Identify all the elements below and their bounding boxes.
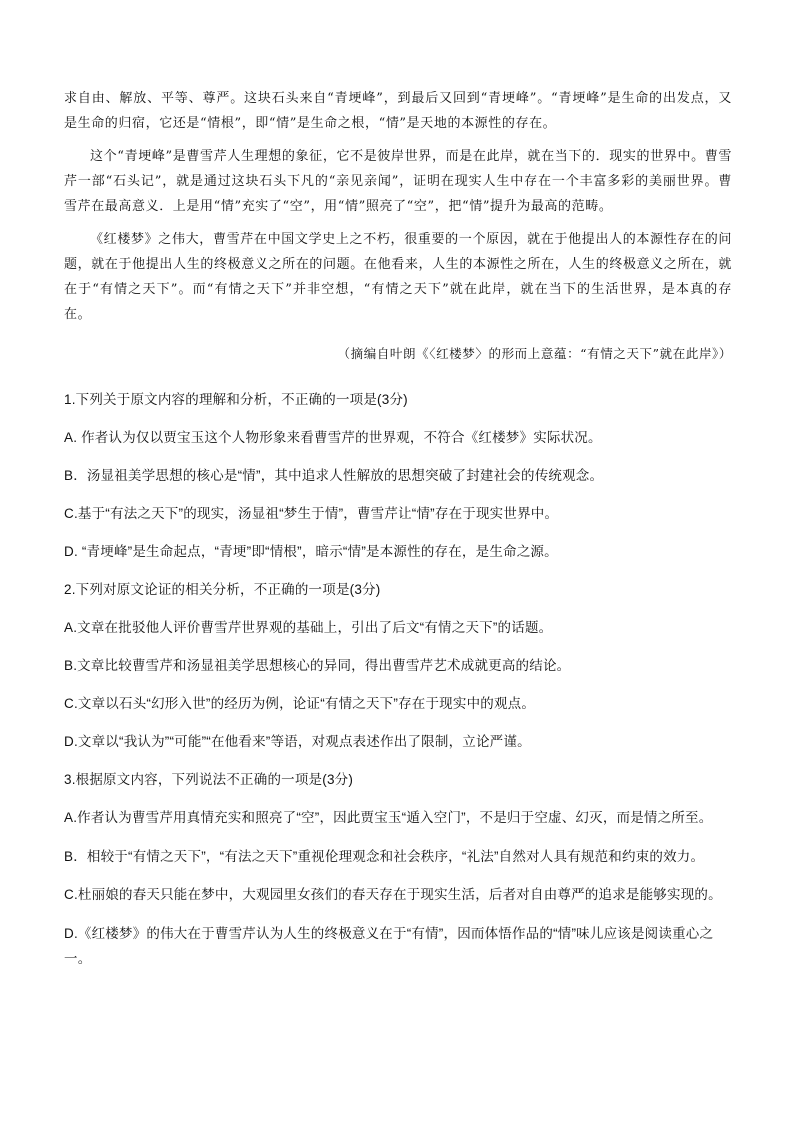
option-c: C.文章以石头“幻形入世”的经历为例，论证“有情之天下”存在于现实中的观点。 [64,696,536,711]
option-b: B.文章比较曹雪芹和汤显祖美学思想核心的异同，得出曹雪芹艺术成就更高的结论。 [64,658,571,673]
option-d: D.文章以“我认为”“可能”“在他看来”等语，对观点表述作出了限制，立论严谨。 [64,734,531,749]
question-list [64,388,740,985]
question-stem: 3.根据原文内容，下列说法不正确的一项是(3分) [64,772,354,787]
option-a: A. 作者认为仅以贾宝玉这个人物形象来看曹雪芹的世界观，不符合《红楼梦》实际状况。 [64,430,602,445]
option-d: D. “青埂峰”是生命起点，“青埂”即“情根”，暗示“情”是本源性的存在，是生命之源。 [64,544,558,559]
question-stem: 1.下列关于原文内容的理解和分析，不正确的一项是(3分) [64,392,408,407]
passage-paragraph: 《红楼梦》之伟大，曹雪芹在中国文学史上之不朽，很重要的一个原因，就在于他提出人的本源性存在的问题，就在于他提出人生的终极意义之所在的问题。在他看来，人生的本源性之所在，人生的终极意义之所在，就在于“有情之天下”。而“有情之天下”并非空想，“有情之天下”就在此岸，就在当下的生活世界，是本真的存在。 [64,232,732,322]
option-c: C.基于“有法之天下”的现实，汤显祖“梦生于情”，曹雪芹让“情”存在于现实世界中。 [64,506,559,521]
option-a: A.作者认为曹雪芹用真情充实和照亮了“空”，因此贾宝玉“遁入空门”，不是归于空虚、幻灭，而是情之所至。 [64,810,713,825]
question-stem: 2.下列对原文论证的相关分析，不正确的一项是(3分) [64,582,381,597]
option-a: A.文章在批驳他人评价曹雪芹世界观的基础上，引出了后文“有情之天下”的话题。 [64,620,553,635]
option-c: C.杜丽娘的春天只能在梦中，大观园里女孩们的春天存在于现实生活，后者对自由尊严的追求是能够实现的。 [64,887,722,902]
question-2 [64,578,740,754]
reading-passage [64,86,732,374]
option-b: B．相较于“有情之天下”，“有法之天下”重视伦理观念和社会秩序，“礼法”自然对人具有规范和约束的效力。 [64,849,705,864]
question-1 [64,388,740,564]
passage-paragraph: 这个“青埂峰”是曹雪芹人生理想的象征，它不是彼岸世界，而是在此岸，就在当下的．现实的世界中。曹雪芹一部“石头记”，就是通过这块石头下凡的“亲见亲闻”，证明在现实人生中存在一个丰富多彩的美丽世界。曹雪芹在最高意义．上是用“情”充实了“空”，用“情”照亮了“空”，把“情”提升为最高的范畴。 [64,149,732,214]
passage-paragraph: 求自由、解放、平等、尊严。这块石头来自“青埂峰”，到最后又回到“青埂峰”。“青埂峰”是生命的出发点，又是生命的归宿，它还是“情根”，即“情”是生命之根，“情”是天地的本源性的存在。 [64,91,732,131]
passage-source: （摘编自叶朗《〈红楼梦〉的形而上意蕴：“有情之天下”就在此岸》） [337,346,732,361]
option-b: B．汤显祖美学思想的核心是“情”，其中追求人性解放的思想突破了封建社会的传统观念。 [64,468,604,483]
option-d: D.《红楼梦》的伟大在于曹雪芹认为人生的终极意义在于“有情”，因而体悟作品的“情”味儿应该是阅读重心之一。 [64,926,714,966]
question-3 [64,768,740,971]
